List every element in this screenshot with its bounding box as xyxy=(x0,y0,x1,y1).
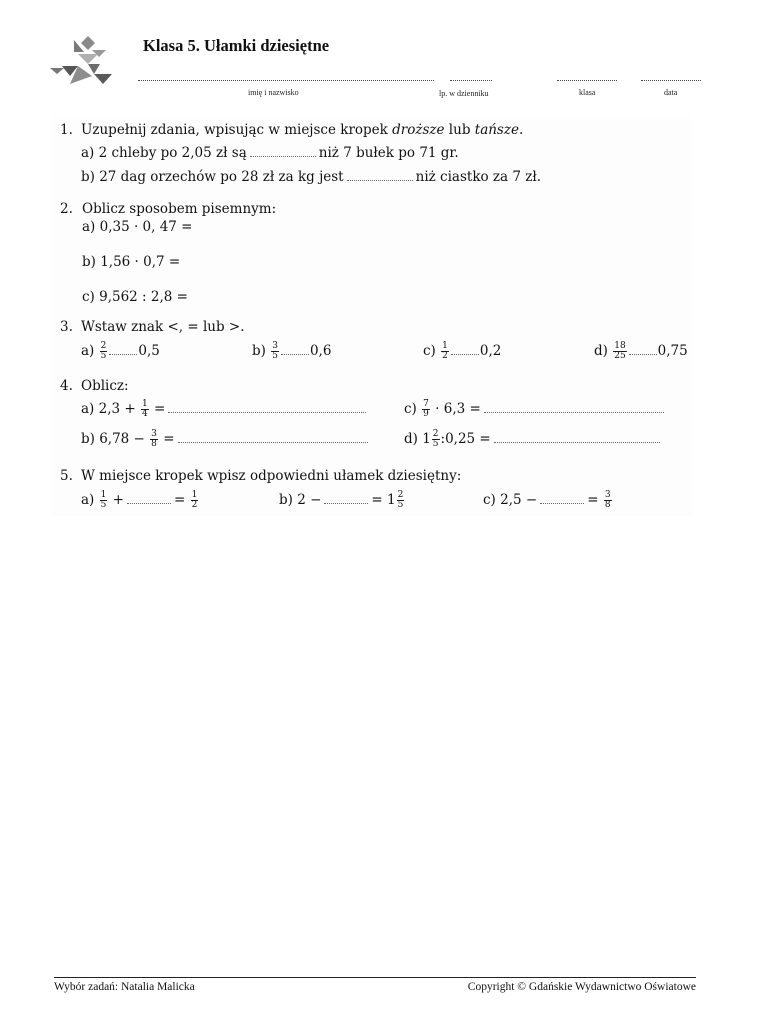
q5-a-op: + xyxy=(112,492,124,508)
q1-a xyxy=(81,144,459,162)
q3-b-value: 0,6 xyxy=(309,343,332,359)
q3-number: 3. xyxy=(60,319,73,335)
q4-b-answer-blank[interactable] xyxy=(178,442,368,443)
q3-instruction: Wstaw znak <, = lub >. xyxy=(81,319,245,335)
q3-b-denominator: 5 xyxy=(272,351,278,361)
q4-c-denominator: 9 xyxy=(423,409,429,419)
q1-b-answer-blank[interactable] xyxy=(347,180,413,181)
q5-b-result-numerator: 2 xyxy=(397,490,404,500)
q5-number: 5. xyxy=(60,468,73,484)
q1-b xyxy=(81,168,541,186)
q1-word-drozsze: droższe xyxy=(392,122,445,138)
q3-a-denominator: 5 xyxy=(100,351,107,361)
q4-d-post: :0,25 = xyxy=(440,431,491,447)
q5-a-answer-blank[interactable] xyxy=(127,503,171,504)
q4-number: 4. xyxy=(60,378,73,394)
date-field-label: data xyxy=(664,88,678,97)
q1-number: 1. xyxy=(60,122,73,138)
q5-a-result-numerator: 1 xyxy=(191,490,198,500)
q5-b-result-denominator: 5 xyxy=(397,500,404,510)
q3-d-denominator: 25 xyxy=(614,351,626,361)
q4-c-fraction xyxy=(422,400,430,419)
class-field-label: klasa xyxy=(579,88,596,97)
q4-d xyxy=(404,430,663,449)
q3-b-sign-blank[interactable] xyxy=(281,354,309,355)
q5-a-result-denominator: 2 xyxy=(191,500,198,510)
q1-word-tansze: tańsze xyxy=(474,122,519,138)
q1-instruction xyxy=(81,121,523,139)
q1-a-answer-blank[interactable] xyxy=(250,156,316,157)
q3-c xyxy=(423,342,501,361)
q4-b-numerator: 3 xyxy=(151,429,157,439)
q4-b-fraction xyxy=(150,430,158,449)
q5-instruction: W miejsce kropek wpisz odpowiedni ułamek dziesiętny: xyxy=(81,468,462,484)
q3-d-fraction xyxy=(613,342,626,361)
q1-b-text: b) 27 dag orzechów po 28 zł za kg jest xyxy=(81,169,344,185)
q3-a-numerator: 2 xyxy=(100,341,107,351)
q4-d-fraction xyxy=(432,430,440,449)
q4-d-numerator: 2 xyxy=(432,429,439,439)
publisher-logo xyxy=(48,32,116,88)
date-field[interactable] xyxy=(641,80,701,81)
q3-d-label: d) xyxy=(594,343,608,359)
q4-instruction: Oblicz: xyxy=(81,378,129,394)
q4-c xyxy=(404,400,667,419)
q5-b-pre: b) 2 − xyxy=(279,492,322,508)
q5-c-result-denominator: 8 xyxy=(604,500,611,510)
q3-c-label: c) xyxy=(423,343,436,359)
name-field[interactable] xyxy=(138,80,434,81)
q4-a xyxy=(81,400,369,419)
q4-a-numerator: 1 xyxy=(141,399,148,409)
q3-b-numerator: 3 xyxy=(272,341,278,351)
q3-d-value: 0,75 xyxy=(657,343,688,359)
q3-c-denominator: 2 xyxy=(442,351,448,361)
q5-c xyxy=(483,491,613,510)
q3-c-numerator: 1 xyxy=(442,341,448,351)
number-field[interactable] xyxy=(450,80,492,81)
q3-a-fraction xyxy=(100,342,108,361)
q3-d-sign-blank[interactable] xyxy=(629,354,657,355)
q4-b-post: = xyxy=(163,431,175,447)
q4-d-pre: d) 1 xyxy=(404,431,431,447)
q4-c-post: · 6,3 = xyxy=(435,401,481,417)
q1-text-pre: Uzupełnij zdania, wpisując w miejsce kropek xyxy=(81,122,393,138)
q5-b-eq: = 1 xyxy=(371,492,396,508)
q3-c-value: 0,2 xyxy=(479,343,502,359)
q2-instruction: Oblicz sposobem pisemnym: xyxy=(82,201,277,217)
q5-c-eq: = xyxy=(587,492,599,508)
q1-text-post: . xyxy=(518,122,524,138)
q1-text-mid: lub xyxy=(444,122,475,138)
q5-c-result-fraction xyxy=(604,491,612,510)
q5-a xyxy=(81,491,199,510)
q4-b-denominator: 8 xyxy=(151,439,157,449)
q3-b xyxy=(252,342,331,361)
number-field-label: lp. w dzienniku xyxy=(439,89,489,98)
q3-d-numerator: 18 xyxy=(614,341,626,351)
name-field-label: imię i nazwisko xyxy=(248,88,299,97)
q3-a-value: 0,5 xyxy=(138,343,160,359)
q5-c-answer-blank[interactable] xyxy=(540,503,584,504)
q5-a-numerator: 1 xyxy=(100,490,107,500)
q2-number: 2. xyxy=(60,201,73,217)
q3-b-fraction xyxy=(271,342,279,361)
q2-b: b) 1,56 · 0,7 = xyxy=(82,254,181,270)
q3-a-sign-blank[interactable] xyxy=(109,354,137,355)
q4-c-numerator: 7 xyxy=(423,399,429,409)
q5-b-answer-blank[interactable] xyxy=(324,503,368,504)
q3-a xyxy=(81,342,160,361)
q3-b-label: b) xyxy=(252,343,266,359)
q2-c: c) 9,562 : 2,8 = xyxy=(82,289,188,305)
q5-a-pre: a) xyxy=(81,492,95,508)
q4-c-pre: c) xyxy=(404,401,417,417)
q4-a-fraction xyxy=(141,400,149,419)
q3-d xyxy=(594,342,688,361)
q4-c-answer-blank[interactable] xyxy=(484,412,664,413)
q4-a-post: = xyxy=(154,401,166,417)
q5-b-result-fraction xyxy=(397,491,405,510)
footer-author: Wybór zadań: Natalia Malicka xyxy=(54,981,195,993)
q3-c-sign-blank[interactable] xyxy=(451,354,479,355)
class-field[interactable] xyxy=(557,80,617,81)
worksheet-title: Klasa 5. Ułamki dziesiętne xyxy=(143,36,330,55)
q4-d-answer-blank[interactable] xyxy=(494,442,660,443)
q5-a-denominator: 5 xyxy=(100,500,107,510)
q3-c-fraction xyxy=(441,342,449,361)
q5-c-result-numerator: 3 xyxy=(604,490,611,500)
q5-a-fraction xyxy=(100,491,108,510)
q4-a-pre: a) 2,3 + xyxy=(81,401,136,417)
footer-divider xyxy=(54,977,696,978)
q5-b xyxy=(279,491,405,510)
q1-a-text-post: niż 7 bułek po 71 gr. xyxy=(318,145,459,161)
q4-b xyxy=(81,430,371,449)
q5-a-result-fraction xyxy=(191,491,199,510)
q1-a-text: a) 2 chleby po 2,05 zł są xyxy=(81,145,247,161)
footer-copyright: Copyright © Gdańskie Wydawnictwo Oświatowe xyxy=(467,981,696,993)
q3-a-label: a) xyxy=(81,343,95,359)
q1-b-text-post: niż ciastko za 7 zł. xyxy=(415,169,542,185)
q2-a: a) 0,35 · 0, 47 = xyxy=(82,219,193,235)
q4-d-denominator: 5 xyxy=(432,439,439,449)
q4-b-pre: b) 6,78 − xyxy=(81,431,145,447)
q5-a-eq: = xyxy=(173,492,186,508)
q4-a-denominator: 4 xyxy=(141,409,148,419)
q5-c-pre: c) 2,5 − xyxy=(483,492,538,508)
q4-a-answer-blank[interactable] xyxy=(168,412,366,413)
